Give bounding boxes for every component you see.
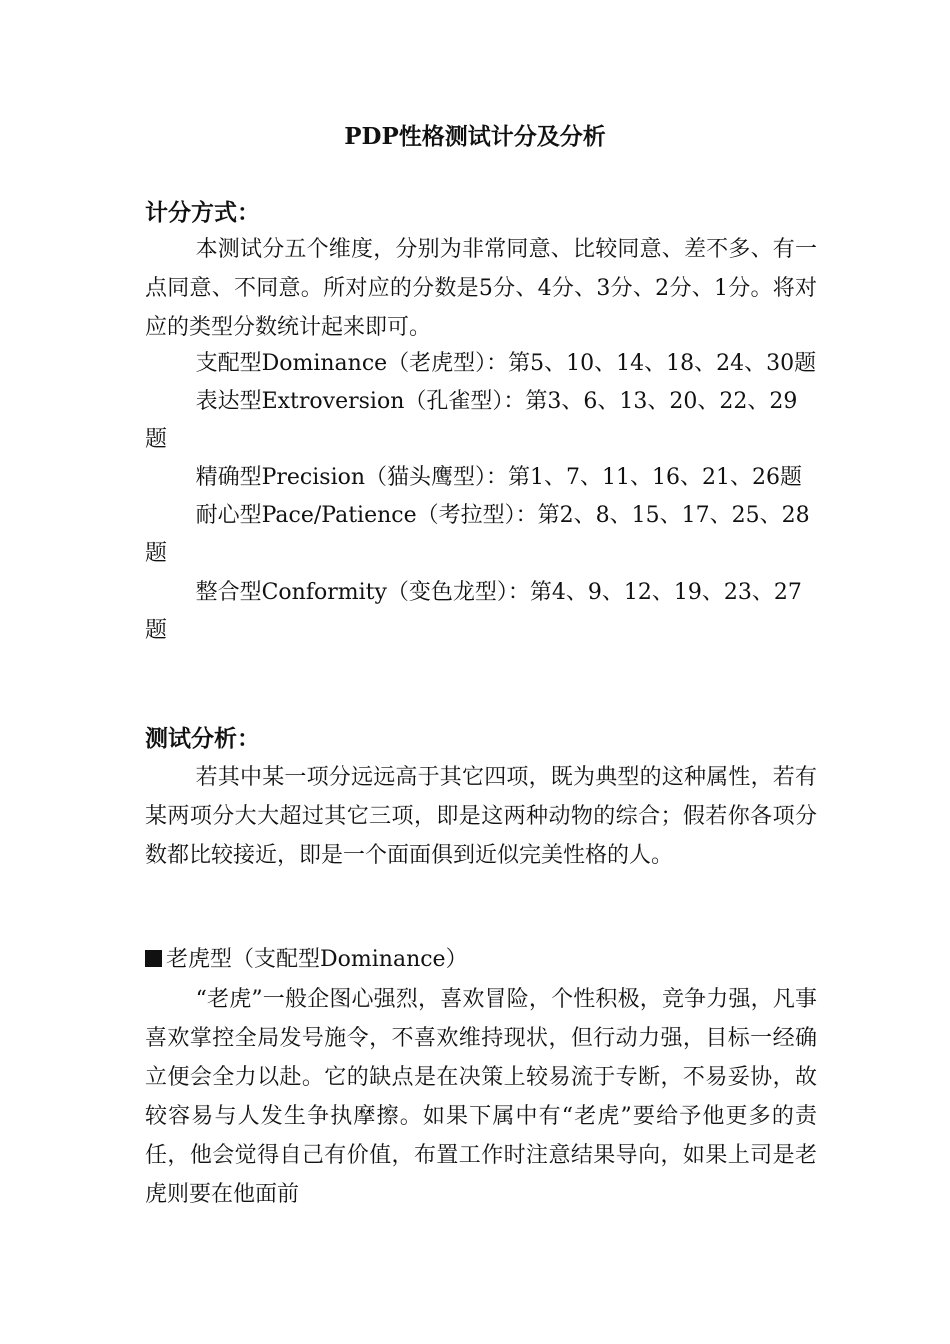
scoring-heading: 计分方式： [145,199,260,226]
page-title: PDP性格测试计分及分析 [344,123,606,150]
tiger-section-heading [145,943,468,977]
type-item-extroversion: 表达型Extroversion（孔雀型）：第3、6、13、20、22、29题 [145,389,798,452]
analysis-text: 若其中某一项分远远高于其它四项，既为典型的这种属性，若有某两项分大大超过其它三项，即是这两种动物的综合；假若你各项分数都比较接近，即是一个面面俱到近似完美性格的人。 [145,765,817,868]
type-item-conformity: 整合型Conformity（变色龙型）：第4、9、12、19、23、27题 [145,580,802,643]
type-item-precision: 精确型Precision（猫头鹰型）：第1、7、11、16、21、26题 [195,465,803,490]
tiger-text: “老虎”一般企图心强烈，喜欢冒险，个性积极，竞争力强，凡事喜欢掌控全局发号施令，不喜欢维持现状，但行动力强，目标一经确立便会全力以赴。它的缺点是在决策上较易流于专断，不易妥协，故较容易与人发生争执摩擦。如果下属中有“老虎”要给予他更多的责任，他会觉得自己有价值，布置工作时注意结果导向，如果上司是老虎则要在他面前 [145,987,817,1207]
scoring-intro: 本测试分五个维度，分别为非常同意、比较同意、差不多、有一点同意、不同意。所对应的分数是5分、4分、3分、2分、1分。将对应的类型分数统计起来即可。 [145,237,817,340]
type-item-dominance: 支配型Dominance（老虎型）：第5、10、14、18、24、30题 [195,351,817,376]
tiger-heading-text: 老虎型（支配型Dominance） [166,947,468,972]
square-bullet-icon [145,950,162,967]
type-item-patience: 耐心型Pace/Patience（考拉型）：第2、8、15、17、25、28题 [145,503,810,566]
analysis-heading: 测试分析： [145,725,260,752]
